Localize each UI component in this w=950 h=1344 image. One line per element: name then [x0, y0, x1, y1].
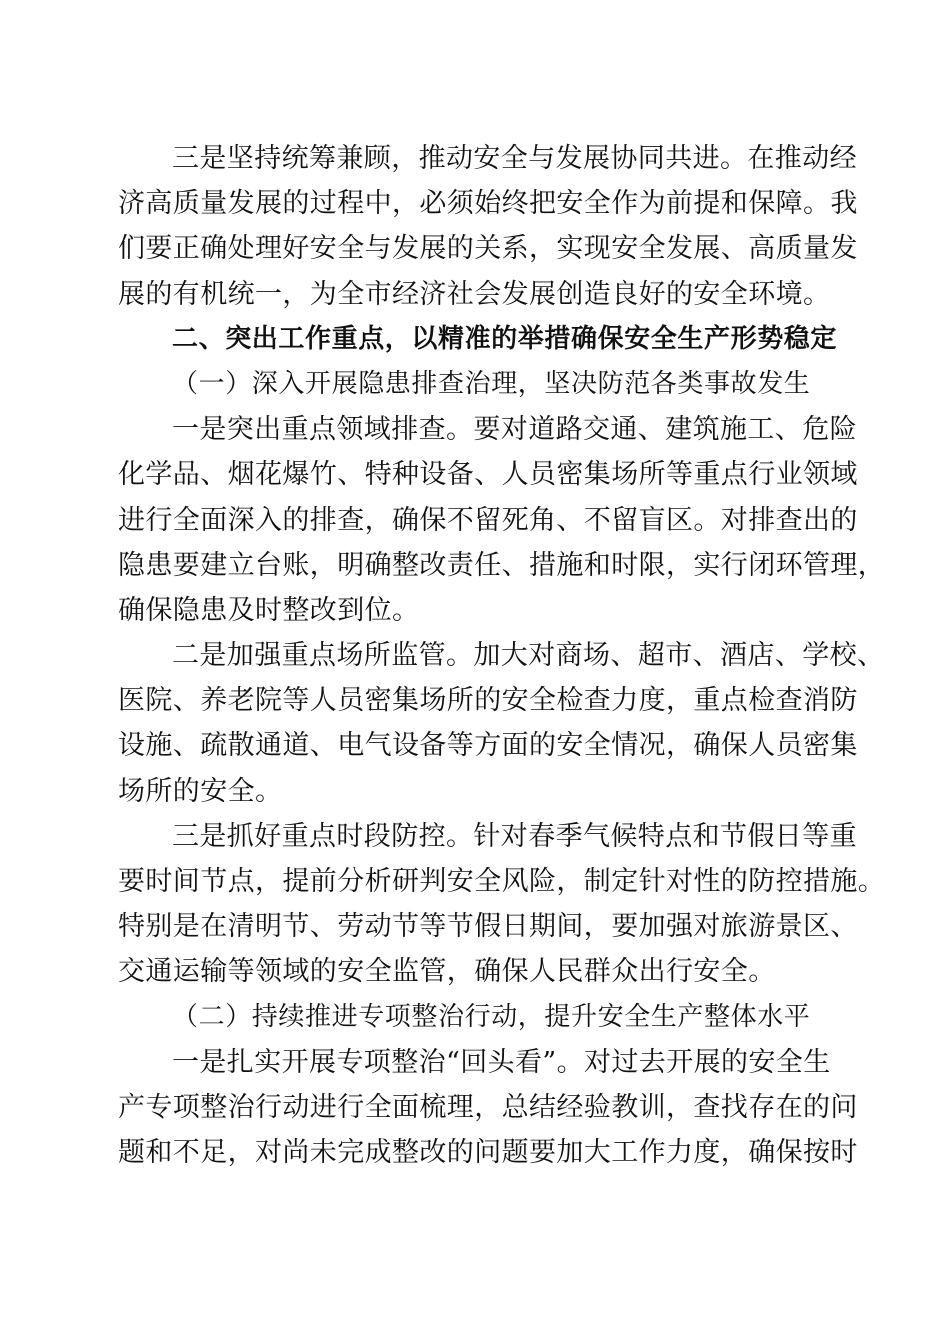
subsection-heading: （二）持续推进专项整治行动，提升安全生产整体水平: [172, 1001, 811, 1032]
paragraph-line: 要时间节点，提前分析研判安全风险，制定针对性的防控措施。: [118, 866, 886, 897]
paragraph-line: 隐患要建立台账，明确整改责任、措施和时限，实行闭环管理，: [118, 549, 886, 581]
paragraph-line: 一是突出重点领域排查。要对道路交通、建筑施工、危险: [172, 414, 857, 446]
paragraph-line: 场所的安全。: [118, 775, 283, 807]
document-page: [118, 136, 886, 1175]
paragraph-line: 产专项整治行动进行全面梳理，总结经验教训，查找存在的问: [118, 1091, 858, 1123]
paragraph-line: 济高质量发展的过程中，必须始终把安全作为前提和保障。我: [118, 188, 858, 220]
paragraph-line: 医院、养老院等人员密集场所的安全检查力度，重点检查消防: [118, 685, 858, 717]
paragraph-line: 设施、疏散通道、电气设备等方面的安全情况，确保人员密集: [118, 730, 858, 762]
paragraph-line: 题和不足，对尚未完成整改的问题要加大工作力度，确保按时: [118, 1137, 858, 1169]
paragraph-line: 确保隐患及时整改到位。: [118, 594, 420, 626]
paragraph-line: 化学品、烟花爆竹、特种设备、人员密集场所等重点行业领域: [118, 459, 858, 491]
paragraph-line: 二是加强重点场所监管。加大对商场、超市、酒店、学校、: [172, 640, 885, 672]
paragraph-line: 三是坚持统筹兼顾，推动安全与发展协同共进。在推动经: [172, 143, 857, 174]
paragraph-line: 一是扎实开展专项整治“回头看”。对过去开展的安全生: [172, 1046, 831, 1078]
section-heading: 二、突出工作重点，以精准的举措确保安全生产形势稳定: [172, 323, 838, 354]
paragraph-line: 进行全面深入的排查，确保不留死角、不留盲区。对排查出的: [118, 504, 858, 536]
paragraph-line: 三是抓好重点时段防控。针对春季气候特点和节假日等重: [172, 820, 857, 852]
subsection-heading: （一）深入开展隐患排查治理，坚决防范各类事故发生: [172, 368, 811, 399]
paragraph-line: 们要正确处理好安全与发展的关系，实现安全发展、高质量发: [118, 233, 858, 265]
paragraph-line: 交通运输等领域的安全监管，确保人民群众出行安全。: [118, 956, 776, 988]
paragraph-line: 特别是在清明节、劳动节等节假日期间，要加强对旅游景区、: [118, 911, 858, 943]
paragraph-line: 展的有机统一，为全市经济社会发展创造良好的安全环境。: [118, 278, 831, 310]
